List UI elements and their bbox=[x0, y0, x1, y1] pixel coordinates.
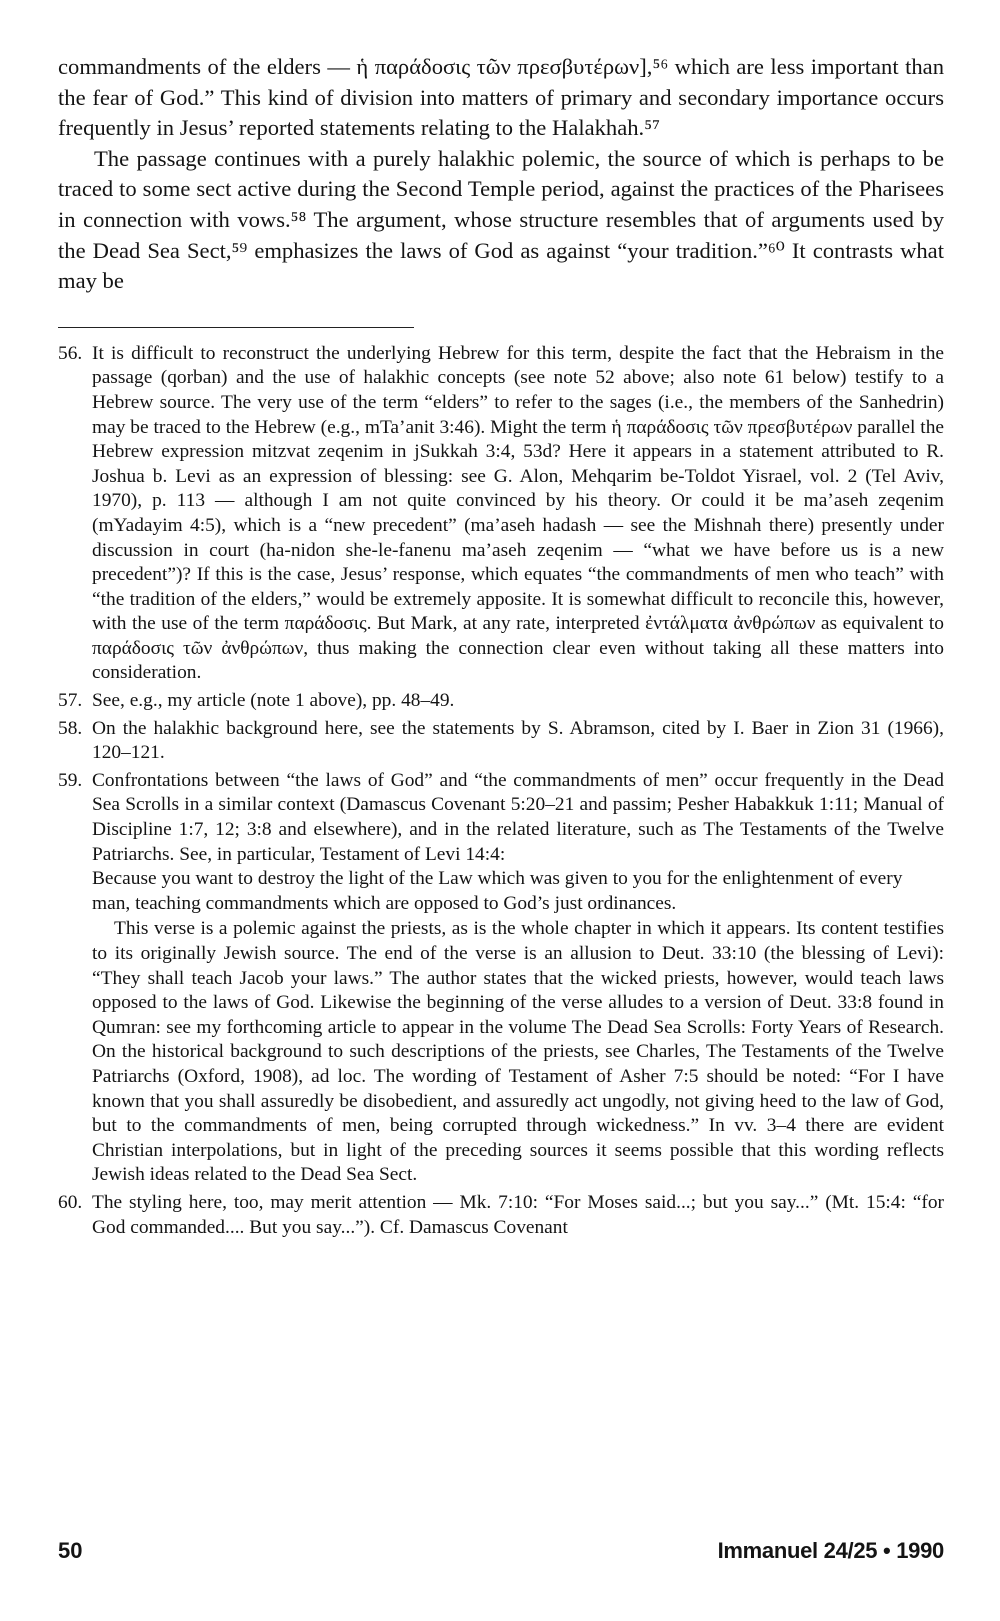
footnote-number: 57. bbox=[58, 690, 83, 712]
footnote-number: 56. bbox=[58, 342, 83, 364]
main-text bbox=[58, 52, 944, 297]
page-content bbox=[58, 52, 944, 1243]
footnote-text: The styling here, too, may merit attention — Mk. 7:10: “For Moses said...; but you say...” (Mt. 15:4: “for God commanded.... But you say...”). Cf. Damascus Covenant bbox=[92, 1191, 944, 1238]
footnote-60 bbox=[58, 1191, 944, 1240]
footnote-number: 59. bbox=[58, 769, 83, 791]
footnote-57 bbox=[58, 689, 944, 714]
body-paragraph: commandments of the elders — ἡ παράδοσις τῶν πρεσβυτέρων],⁵⁶ which are less important than the fear of God.” This kind of division into matters of primary and secondary importance occurs frequently in Jesus’ reported statements relating to the Halakhah.⁵⁷ bbox=[58, 54, 944, 141]
footnote-number: 60. bbox=[58, 1191, 83, 1213]
footnotes bbox=[58, 342, 944, 1240]
footnote-59 bbox=[58, 769, 944, 1188]
journal-citation: Immanuel 24/25 • 1990 bbox=[717, 1538, 944, 1563]
footnote-text: On the halakhic background here, see the statements by S. Abramson, cited by I. Baer in Zion 31 (1966), 120–121. bbox=[92, 717, 944, 764]
body-paragraph: The passage continues with a purely halakhic polemic, the source of which is perhaps to be traced to some sect active during the Second Temple period, against the practices of the Pharisees in connection with vows.⁵⁸ The argument, whose structure resembles that of arguments used by the Dead Sea Sect,⁵⁹ emphasizes the laws of God as against “your tradition.”⁶⁰ It contrasts what may be bbox=[58, 145, 944, 294]
page-number: 50 bbox=[58, 1538, 83, 1563]
footnote-text: It is difficult to reconstruct the underlying Hebrew for this term, despite the fact that the Hebraism in the passage (qorban) and the use of halakhic concepts (see note 52 above; also note 61 below) testify to a Hebrew source. The very use of the term “elders” to refer to the sages (i.e., the members of the Sanhedrin) may be traced to the Hebrew (e.g., mTa’anit 3:46). Might the term ἡ παράδοσις τῶν πρεσβυτέρων parallel the Hebrew expression mitzvat zeqenim in jSukkah 3:4, 53d? Here it appears in a statement attributed to R. Joshua b. Levi as an expression of blessing: see G. Alon, Mehqarim be-Toldot Yisrael, vol. 2 (Tel Aviv, 1970), p. 113 — although I am not quite convinced by his theory. Or could it be ma’aseh zeqenim (mYadayim 4:5), which is a “new precedent” (ma’aseh hadash — see the Mishnah there) presently under discussion in court (ha-nidon she-le-fanenu ma’aseh zeqenim — “what we have before us is a new precedent”)? If this is the case, Jesus’ response, which equates “the commandments of men who teach” with “the tradition of the elders,” would be extremely apposite. It is somewhat difficult to reconcile this, however, with the use of the term παράδοσις. But Mark, at any rate, interpreted ἐντάλματα ἀνθρώπων as equivalent to παράδοσις τῶν ἀνθρώπων, thus making the connection clear even without taking all these matters into consideration. bbox=[92, 342, 944, 684]
footnote-text: Confrontations between “the laws of God” and “the commandments of men” occur frequently in the Dead Sea Scrolls in a similar context (Damascus Covenant 5:20–21 and passim; Pesher Habakkuk 1:11; Manual of Discipline 1:7, 12; 3:8 and elsewhere), and in the related literature, such as The Testaments of the Twelve Patriarchs. See, in particular, Testament of Levi 14:4: bbox=[92, 769, 944, 865]
footnote-number: 58. bbox=[58, 717, 83, 739]
footnote-text: See, e.g., my article (note 1 above), pp. 48–49. bbox=[92, 690, 455, 712]
footnote-continuation: This verse is a polemic against the priests, as is the whole chapter in which it appears. Its content testifies to its originally Jewish source. The end of the verse is an allusion to Deut. 33:10 (the blessing of Levi): “They shall teach Jacob your laws.” The author states that the wicked priests, however, would teach laws opposed to the laws of God. Likewise the beginning of the verse alludes to a version of Deut. 33:8 found in Qumran: see my forthcoming article to appear in the volume The Dead Sea Scrolls: Forty Years of Research. On the historical background to such descriptions of the priests, see Charles, The Testaments of the Twelve Patriarchs (Oxford, 1908), ad loc. The wording of Testament of Asher 7:5 should be noted: “For I have known that you shall assuredly be disobedient, and assuredly act ungodly, not giving heed to the law of God, but to the commandments of men, being corrupted through wickedness.” In vv. 3–4 there are evident Christian interpolations, but in light of the preceding sources it seems possible that this wording reflects Jewish ideas related to the Dead Sea Sect. bbox=[92, 918, 944, 1186]
footnote-58 bbox=[58, 717, 944, 766]
footnote-separator bbox=[58, 327, 414, 328]
footnote-56 bbox=[58, 342, 944, 686]
page-footer bbox=[58, 1538, 944, 1568]
block-quote: Because you want to destroy the light of the Law which was given to you for the enlightenment of every man, teaching commandments which are opposed to God’s just ordinances. bbox=[92, 868, 903, 914]
